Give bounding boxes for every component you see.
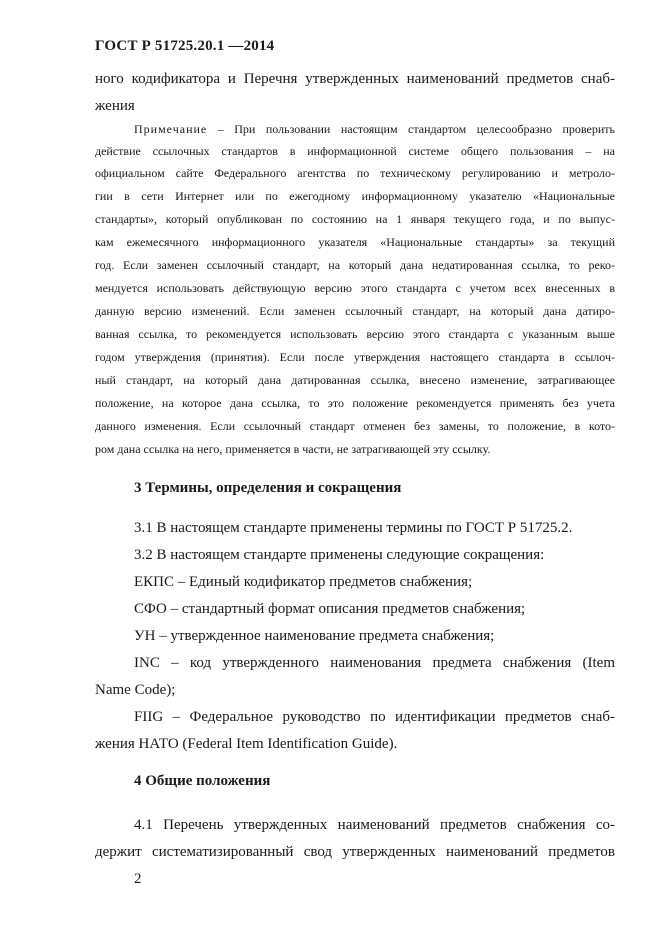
note-line: ный стандарт, на который дана датированная ссылка, внесено изменение, затрагивающее (95, 373, 615, 387)
note-line: год. Если заменен ссылочный стандарт, на который дана недатированная ссылка, то реко- (95, 258, 615, 272)
note-line: положение, на которое дана ссылка, то это положение рекомендуется применять без учета (95, 396, 615, 410)
abbreviation-inc-line-1: INC – код утвержденного наименования предмета снабжения (Item (134, 655, 615, 671)
note-line: годом утверждения (принятия). Если после утверждения настоящего стандарта в ссылоч- (95, 350, 615, 364)
note-line: ром дана ссылка на него, применяется в части, не затрагивающей эту ссылку. (95, 442, 491, 456)
note-line: гии в сети Интернет или по ежегодному информационному указателю «Национальные (95, 189, 615, 203)
abbreviation-inc-line-2: Name Code); (95, 682, 176, 698)
note-line: кам ежемесячного информационного указателя «Национальные стандарты» за текущий (95, 235, 615, 249)
note-line-1 (95, 118, 615, 140)
paragraph-3-1: 3.1 В настоящем стандарте применены термины по ГОСТ Р 51725.2. (134, 520, 573, 536)
note-line: стандарты», который опубликован по состоянию на 1 января текущего года, и по выпус- (95, 212, 615, 226)
section-3-heading: 3 Термины, определения и сокращения (134, 480, 402, 496)
note-line: данную версию изменений. Если заменен ссылочный стандарт, на который дана датиро- (95, 304, 615, 318)
abbreviation-un: УН – утвержденное наименование предмета снабжения; (134, 628, 495, 644)
note-first-line-text: – При пользовании настоящим стандартом целесообразно проверить (207, 122, 615, 136)
note-line: мендуется использовать действующую версию этого стандарта с учетом всех внесенных в (95, 281, 615, 295)
intro-line-2: жения (95, 98, 135, 114)
note-line: официальном сайте Федерального агентства по техническому регулированию и метроло- (95, 166, 615, 180)
abbreviation-ekps: ЕКПС – Единый кодификатор предметов снабжения; (134, 574, 473, 590)
paragraph-3-2: 3.2 В настоящем стандарте применены следующие сокращения: (134, 547, 545, 563)
note-line: действие ссылочных стандартов в информационной системе общего пользования – на (95, 144, 615, 158)
document-header: ГОСТ Р 51725.20.1 —2014 (95, 38, 275, 54)
abbreviation-fiig-line-1: FIIG – Федеральное руководство по идентификации предметов снаб- (134, 709, 615, 725)
paragraph-4-1-line-1: 4.1 Перечень утвержденных наименований предметов снабжения со- (134, 817, 615, 833)
section-4-heading: 4 Общие положения (134, 773, 271, 789)
page-number: 2 (134, 871, 142, 887)
paragraph-4-1-line-2: держит систематизированный свод утвержденных наименований предметов (95, 844, 615, 860)
note-line: данного изменения. Если ссылочный стандарт отменен без замены, то положение, в кото- (95, 419, 615, 433)
note-line: ванная ссылка, то рекомендуется использовать версию этого стандарта с указанным выше (95, 327, 615, 341)
abbreviation-sfo: СФО – стандартный формат описания предметов снабжения; (134, 601, 526, 617)
intro-line-1: ного кодификатора и Перечня утвержденных наименований предметов снаб- (95, 71, 615, 87)
note-label: Примечание (134, 122, 208, 136)
abbreviation-fiig-line-2: жения НАТО (Federal Item Identification Guide). (95, 736, 398, 752)
